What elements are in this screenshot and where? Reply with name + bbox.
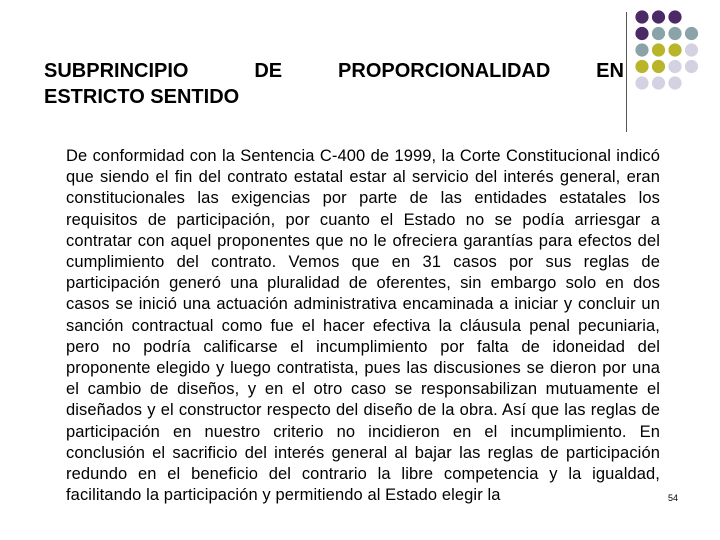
decorative-dot (668, 60, 681, 73)
decorative-dot (635, 10, 648, 23)
decorative-dot (635, 43, 648, 56)
title-line-2: ESTRICTO SENTIDO (44, 86, 240, 108)
body-paragraph: De conformidad con la Sentencia C-400 de 1999, la Corte Constitucional indicó que siendo el fin del contrato estatal estar al servicio del interés general, eran constitucionales las exigencias por parte de las entidades estatales los requisitos de participación, por cuanto el Estado no se podía arriesgar a contratar con aquel proponentes que no le ofreciera garantías para efectos del cumplimiento del contrato. Vemos que en 31 casos por sus reglas de participación generó una pluralidad de oferentes, sin embargo solo en dos casos se inició una actuación administrativa encaminada a iniciar y concluir un sanción contractual como fue el hacer efectiva la cláusula penal pecuniaria, pero no podría calificarse el incumplimiento por falta de idoneidad del proponente elegido y luego contratista, pues las discusiones se dieron por una el cambio de diseños, y en el otro caso se responsabilizan mutuamente el diseñados y el constructor respecto del diseño de la obra. Así que las reglas de participación en nuestro criterio no incidieron en el incumplimiento. En conclusión el sacrificio del interés general al bajar las reglas de participación redundo en el beneficio del contrario la libre competencia y la igualdad, facilitando la participación y permitiendo al Estado elegir la (66, 147, 660, 505)
decorative-dot (652, 27, 665, 40)
decorative-dot (652, 76, 665, 89)
decorative-dot (652, 60, 665, 73)
title-word-2: DE (254, 60, 283, 82)
decorative-dot-grid (0, 0, 720, 140)
decorative-dot (652, 10, 665, 23)
decorative-dot (652, 43, 665, 56)
decorative-dot (685, 60, 698, 73)
title-word-3: PROPORCIONALIDAD (338, 60, 551, 82)
title-word-4: EN (596, 60, 624, 82)
decorative-dot (685, 27, 698, 40)
decorative-dot (668, 10, 681, 23)
decorative-dot (635, 27, 648, 40)
decorative-dot (668, 27, 681, 40)
title-word-1: SUBPRINCIPIO (44, 60, 189, 82)
decorative-dot (668, 43, 681, 56)
decorative-dot (635, 76, 648, 89)
decorative-dot (668, 76, 681, 89)
decorative-dot (685, 43, 698, 56)
page-number: 54 (668, 493, 679, 503)
decorative-dot (635, 60, 648, 73)
